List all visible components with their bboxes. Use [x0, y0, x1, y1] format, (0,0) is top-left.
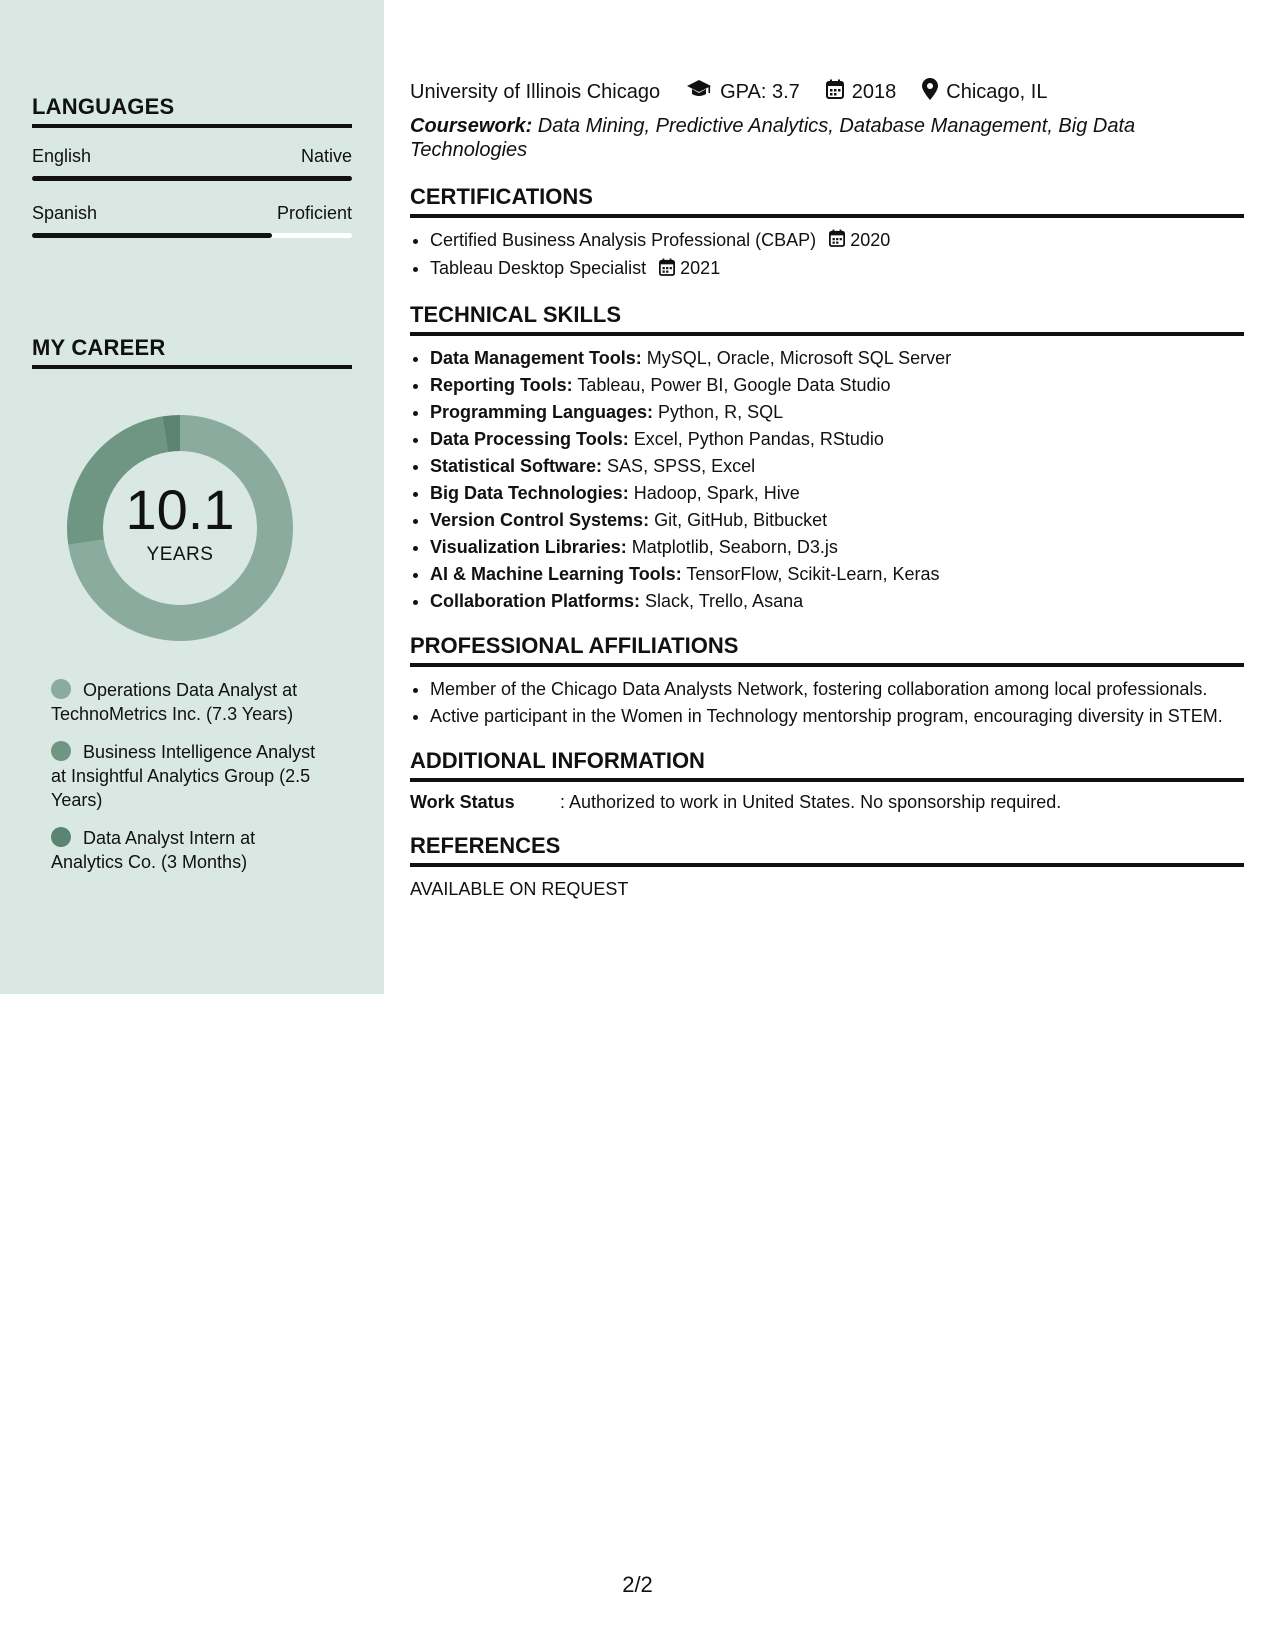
skill-value: Python, R, SQL	[653, 401, 784, 422]
calendar-icon	[829, 229, 845, 253]
skill-item	[430, 535, 1244, 559]
career-legend-text: Data Analyst Intern at Analytics Co. (3 Months)	[51, 828, 256, 872]
certifications-heading: CERTIFICATIONS	[410, 184, 1244, 218]
affiliations-heading: PROFESSIONAL AFFILIATIONS	[410, 633, 1244, 667]
skill-item	[430, 400, 1244, 424]
language-proficiency-fill	[32, 233, 272, 238]
coursework-label: Coursework:	[410, 115, 533, 137]
career-legend-item	[51, 826, 321, 874]
page-number: 2/2	[622, 1572, 653, 1597]
skill-value: Matplotlib, Seaborn, D3.js	[626, 536, 838, 557]
skill-item	[430, 481, 1244, 505]
language-name: Spanish	[32, 203, 98, 223]
certification-item	[430, 256, 1244, 281]
affiliation-item: • Member of the Chicago Data Analysts Network, fostering collaboration among local professionals.	[430, 677, 1244, 701]
skill-label: Big Data Technologies:	[430, 482, 629, 503]
calendar-icon	[659, 258, 675, 282]
graduation-cap-icon	[686, 79, 712, 105]
skill-value: Excel, Python Pandas, RStudio	[628, 428, 884, 449]
languages-heading: LANGUAGES	[32, 94, 352, 128]
skill-item	[430, 346, 1244, 370]
career-legend-item	[51, 740, 321, 812]
skill-item	[430, 508, 1244, 532]
skill-label: Version Control Systems:	[430, 509, 650, 530]
career-legend	[51, 678, 321, 888]
affiliations-list	[410, 677, 1244, 728]
work-status-row	[410, 792, 1244, 813]
career-donut-chart	[67, 415, 293, 641]
certifications-list	[410, 228, 1244, 282]
gpa: GPA: 3.7	[720, 80, 800, 103]
skill-value: Slack, Trello, Asana	[640, 590, 804, 611]
skill-item	[430, 562, 1244, 586]
language-proficiency-bar	[32, 176, 352, 181]
career-total-years: 10.1	[125, 478, 235, 541]
additional-info-heading: ADDITIONAL INFORMATION	[410, 748, 1244, 782]
skill-value: SAS, SPSS, Excel	[602, 455, 756, 476]
legend-dot-icon	[51, 827, 71, 847]
skill-label: Reporting Tools:	[430, 374, 573, 395]
language-name: English	[32, 146, 92, 166]
skill-item	[430, 454, 1244, 478]
language-item	[32, 146, 352, 181]
references-heading: REFERENCES	[410, 833, 1244, 867]
legend-dot-icon	[51, 741, 71, 761]
certification-name: Tableau Desktop Specialist	[430, 258, 647, 279]
skill-label: Data Management Tools:	[430, 347, 642, 368]
coursework-text: Data Mining, Predictive Analytics, Database Management, Big Data Technologies	[410, 115, 1136, 161]
skill-value: MySQL, Oracle, Microsoft SQL Server	[641, 347, 952, 368]
legend-dot-icon	[51, 679, 71, 699]
language-level: Native	[300, 146, 352, 166]
coursework	[410, 114, 1244, 162]
skill-item	[430, 589, 1244, 613]
career-section	[32, 335, 352, 369]
skill-label: Visualization Libraries:	[430, 536, 627, 557]
skill-value: Hadoop, Spark, Hive	[628, 482, 800, 503]
sidebar	[0, 0, 384, 994]
skill-value: Tableau, Power BI, Google Data Studio	[572, 374, 891, 395]
location-pin-icon	[922, 78, 938, 106]
work-status-label: Work Status	[410, 791, 515, 812]
language-proficiency-bar	[32, 233, 352, 238]
skill-item	[430, 373, 1244, 397]
certification-year: 2021	[680, 258, 721, 279]
career-legend-text: Business Intelligence Analyst at Insightful Analytics Group (2.5 Years)	[51, 742, 316, 810]
language-proficiency-fill	[32, 176, 352, 181]
career-legend-text: Operations Data Analyst at TechnoMetrics Inc. (7.3 Years)	[51, 680, 298, 724]
skill-label: AI & Machine Learning Tools:	[430, 563, 682, 584]
languages-section	[32, 94, 352, 238]
skill-label: Statistical Software:	[430, 455, 603, 476]
education-location: Chicago, IL	[946, 80, 1048, 103]
career-years-unit: YEARS	[146, 544, 214, 565]
certification-item	[430, 228, 1244, 253]
certification-name: Certified Business Analysis Professional (CBAP)	[430, 230, 817, 250]
calendar-icon	[826, 79, 844, 105]
main-content	[410, 78, 1244, 900]
affiliation-item: • Active participant in the Women in Technology mentorship program, encouraging diversity in STEM.	[430, 704, 1244, 728]
references-text: AVAILABLE ON REQUEST	[410, 878, 629, 899]
skill-label: Collaboration Platforms:	[430, 590, 641, 611]
skill-value: TensorFlow, Scikit-Learn, Keras	[681, 563, 940, 584]
career-heading: MY CAREER	[32, 335, 352, 369]
career-legend-item	[51, 678, 321, 726]
skill-label: Programming Languages:	[430, 401, 654, 422]
graduation-year: 2018	[851, 80, 897, 103]
skill-item	[430, 427, 1244, 451]
language-item	[32, 203, 352, 238]
skill-label: Data Processing Tools:	[430, 428, 629, 449]
language-level: Proficient	[276, 203, 352, 223]
education-line	[410, 78, 1244, 106]
work-status-value: : Authorized to work in United States. No sponsorship required.	[560, 791, 1062, 812]
school-name: University of Illinois Chicago	[410, 80, 661, 103]
skill-value: Git, GitHub, Bitbucket	[649, 509, 828, 530]
certification-year: 2020	[850, 230, 891, 250]
technical-skills-heading: TECHNICAL SKILLS	[410, 302, 1244, 336]
skills-list	[410, 346, 1244, 613]
